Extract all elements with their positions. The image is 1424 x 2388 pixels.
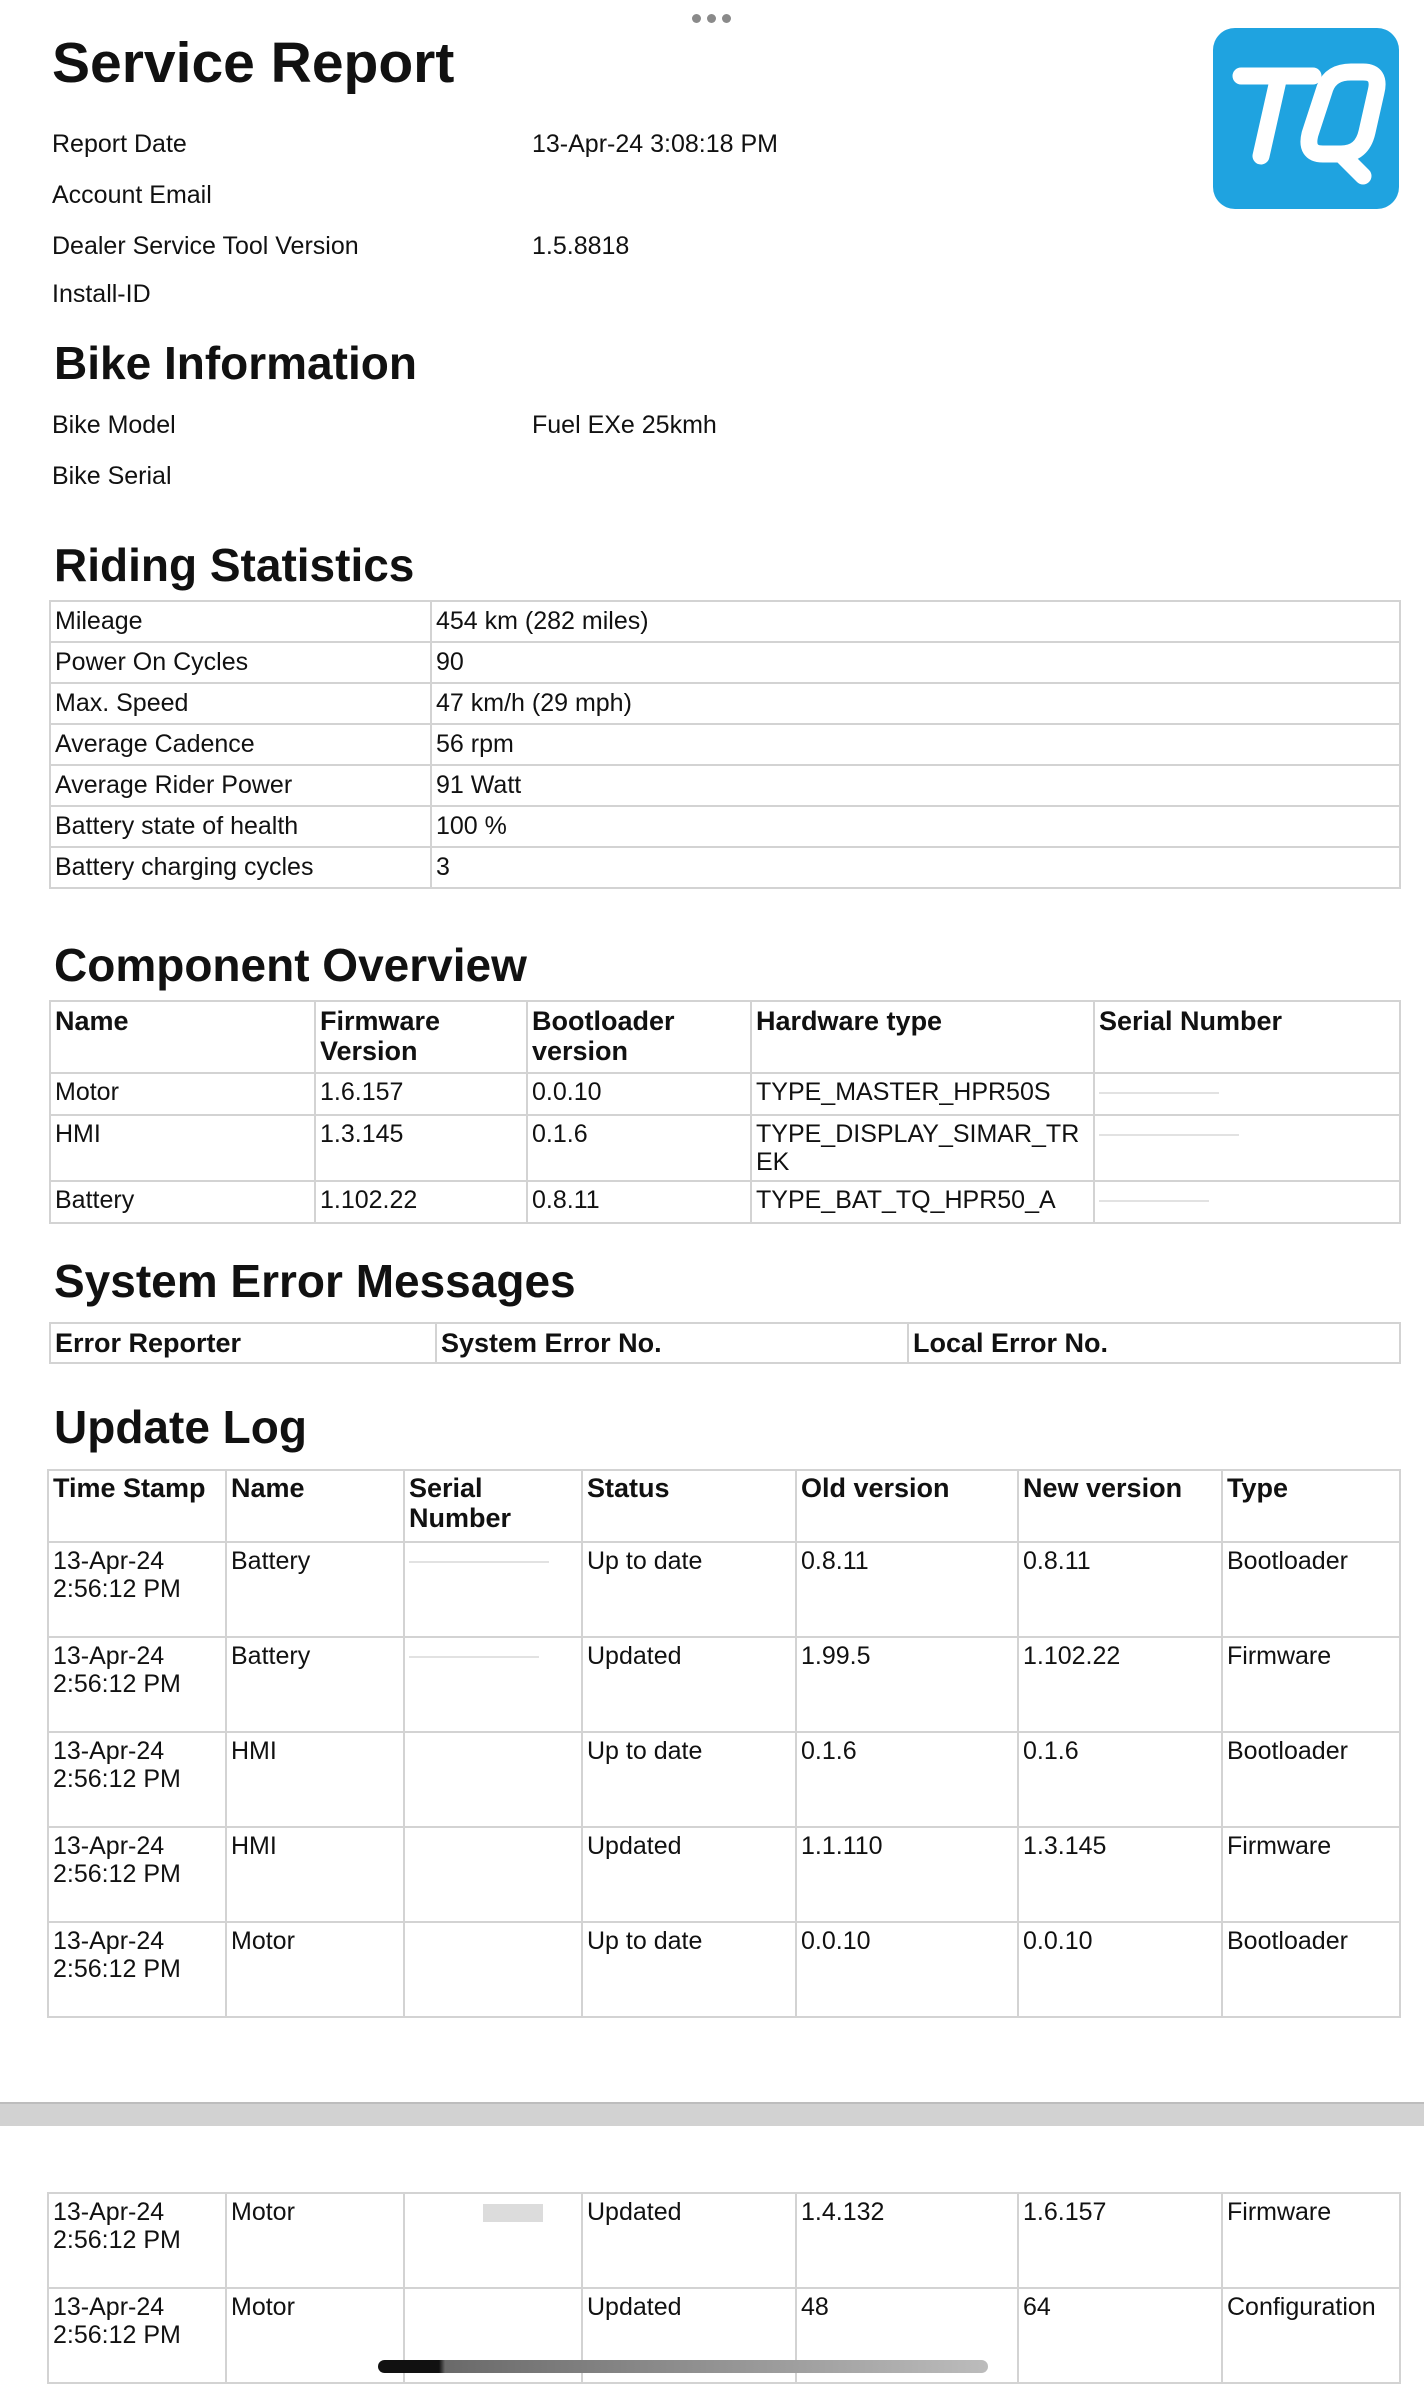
- scroll-indicator[interactable]: [378, 2360, 988, 2373]
- tool-version-value: 1.5.8818: [532, 232, 630, 260]
- serial-redacted: [1094, 1073, 1400, 1115]
- table-row: [50, 724, 1400, 765]
- table-row: [48, 1637, 1400, 1732]
- col-new-version: New version: [1018, 1470, 1222, 1542]
- log-name: Motor: [226, 2288, 404, 2383]
- col-serial: Serial Number: [1094, 1001, 1400, 1073]
- table-header-row: [50, 1323, 1400, 1363]
- log-name: Battery: [226, 1542, 404, 1637]
- log-type: Firmware: [1222, 1827, 1400, 1922]
- stat-value: 47 km/h (29 mph): [431, 683, 1400, 724]
- table-row: [50, 806, 1400, 847]
- col-serial: Serial Number: [404, 1470, 582, 1542]
- log-old-version: 1.4.132: [796, 2193, 1018, 2288]
- component-hardware: TYPE_MASTER_HPR50S: [751, 1073, 1094, 1115]
- log-time: 13-Apr-24 2:56:12 PM: [48, 1732, 226, 1827]
- table-row: [48, 2193, 1400, 2288]
- report-date-value: 13-Apr-24 3:08:18 PM: [532, 130, 778, 158]
- component-name: HMI: [50, 1115, 315, 1181]
- col-firmware: Firmware Version: [315, 1001, 527, 1073]
- log-time: 13-Apr-24 2:56:12 PM: [48, 1637, 226, 1732]
- component-hardware: TYPE_BAT_TQ_HPR50_A: [751, 1181, 1094, 1223]
- log-type: Bootloader: [1222, 1922, 1400, 2017]
- serial-redacted: [404, 1732, 582, 1827]
- log-status: Up to date: [582, 1922, 796, 2017]
- stat-label: Average Cadence: [50, 724, 431, 765]
- component-name: Battery: [50, 1181, 315, 1223]
- table-row: [48, 1922, 1400, 2017]
- table-row: [50, 765, 1400, 806]
- log-new-version: 64: [1018, 2288, 1222, 2383]
- bike-info-heading: Bike Information: [54, 337, 417, 389]
- log-status: Updated: [582, 1637, 796, 1732]
- col-name: Name: [226, 1470, 404, 1542]
- col-name: Name: [50, 1001, 315, 1073]
- table-row: [48, 1827, 1400, 1922]
- tq-logo: [1213, 28, 1399, 209]
- components-table: [49, 1000, 1401, 1224]
- table-row: [50, 847, 1400, 888]
- stat-value: 3: [431, 847, 1400, 888]
- log-old-version: 1.1.110: [796, 1827, 1018, 1922]
- col-error-reporter: Error Reporter: [50, 1323, 436, 1363]
- log-old-version: 48: [796, 2288, 1018, 2383]
- log-time: 13-Apr-24 2:56:12 PM: [48, 1922, 226, 2017]
- table-row: [50, 642, 1400, 683]
- col-system-error: System Error No.: [436, 1323, 908, 1363]
- component-firmware: 1.102.22: [315, 1181, 527, 1223]
- table-row: [50, 1181, 1400, 1223]
- stat-label: Max. Speed: [50, 683, 431, 724]
- log-old-version: 0.1.6: [796, 1732, 1018, 1827]
- more-options-icon[interactable]: [692, 14, 731, 23]
- table-row: [50, 1073, 1400, 1115]
- table-header-row: [48, 1470, 1400, 1542]
- stat-label: Battery charging cycles: [50, 847, 431, 888]
- component-firmware: 1.3.145: [315, 1115, 527, 1181]
- stat-value: 56 rpm: [431, 724, 1400, 765]
- col-type: Type: [1222, 1470, 1400, 1542]
- component-hardware: TYPE_DISPLAY_SIMAR_TREK: [751, 1115, 1094, 1181]
- log-name: Motor: [226, 2193, 404, 2288]
- install-id-label: Install-ID: [52, 280, 151, 308]
- serial-redacted: [1094, 1181, 1400, 1223]
- stat-value: 91 Watt: [431, 765, 1400, 806]
- account-email-label: Account Email: [52, 181, 212, 209]
- errors-heading: System Error Messages: [54, 1255, 576, 1307]
- errors-table: [49, 1322, 1401, 1364]
- table-row: [48, 1732, 1400, 1827]
- col-old-version: Old version: [796, 1470, 1018, 1542]
- bike-serial-label: Bike Serial: [52, 462, 172, 490]
- col-bootloader: Bootloader version: [527, 1001, 751, 1073]
- table-row: [48, 1542, 1400, 1637]
- bike-model-label: Bike Model: [52, 411, 176, 439]
- log-type: Firmware: [1222, 1637, 1400, 1732]
- stat-value: 100 %: [431, 806, 1400, 847]
- stat-value: 90: [431, 642, 1400, 683]
- col-hardware: Hardware type: [751, 1001, 1094, 1073]
- log-old-version: 0.8.11: [796, 1542, 1018, 1637]
- component-bootloader: 0.1.6: [527, 1115, 751, 1181]
- table-row: [50, 601, 1400, 642]
- component-firmware: 1.6.157: [315, 1073, 527, 1115]
- tool-version-label: Dealer Service Tool Version: [52, 232, 359, 260]
- serial-redacted: [404, 1542, 582, 1637]
- table-header-row: [50, 1001, 1400, 1073]
- report-date-label: Report Date: [52, 130, 187, 158]
- log-new-version: 0.8.11: [1018, 1542, 1222, 1637]
- log-status: Updated: [582, 2193, 796, 2288]
- component-bootloader: 0.0.10: [527, 1073, 751, 1115]
- col-status: Status: [582, 1470, 796, 1542]
- tq-logo-mark: [1213, 28, 1399, 209]
- update-log-heading: Update Log: [54, 1401, 307, 1453]
- log-old-version: 1.99.5: [796, 1637, 1018, 1732]
- serial-redacted: [404, 2193, 582, 2288]
- riding-stats-heading: Riding Statistics: [54, 539, 415, 591]
- stat-label: Power On Cycles: [50, 642, 431, 683]
- log-time: 13-Apr-24 2:56:12 PM: [48, 2288, 226, 2383]
- log-status: Updated: [582, 1827, 796, 1922]
- log-status: Updated: [582, 2288, 796, 2383]
- log-time: 13-Apr-24 2:56:12 PM: [48, 1542, 226, 1637]
- serial-redacted: [404, 1637, 582, 1732]
- log-type: Bootloader: [1222, 1542, 1400, 1637]
- component-bootloader: 0.8.11: [527, 1181, 751, 1223]
- log-name: Motor: [226, 1922, 404, 2017]
- page-break: [0, 2102, 1424, 2126]
- log-name: Battery: [226, 1637, 404, 1732]
- stat-label: Battery state of health: [50, 806, 431, 847]
- riding-stats-table: [49, 600, 1401, 889]
- table-row: [50, 683, 1400, 724]
- log-status: Up to date: [582, 1732, 796, 1827]
- update-log-table: [47, 1469, 1401, 2018]
- log-type: Configuration: [1222, 2288, 1400, 2383]
- log-type: Bootloader: [1222, 1732, 1400, 1827]
- stat-label: Average Rider Power: [50, 765, 431, 806]
- component-name: Motor: [50, 1073, 315, 1115]
- log-time: 13-Apr-24 2:56:12 PM: [48, 2193, 226, 2288]
- bike-model-value: Fuel EXe 25kmh: [532, 411, 717, 439]
- table-row: [50, 1115, 1400, 1181]
- stat-label: Mileage: [50, 601, 431, 642]
- stat-value: 454 km (282 miles): [431, 601, 1400, 642]
- col-local-error: Local Error No.: [908, 1323, 1400, 1363]
- components-heading: Component Overview: [54, 939, 527, 991]
- log-old-version: 0.0.10: [796, 1922, 1018, 2017]
- col-time: Time Stamp: [48, 1470, 226, 1542]
- log-new-version: 0.1.6: [1018, 1732, 1222, 1827]
- log-type: Firmware: [1222, 2193, 1400, 2288]
- log-new-version: 1.102.22: [1018, 1637, 1222, 1732]
- log-new-version: 0.0.10: [1018, 1922, 1222, 2017]
- log-status: Up to date: [582, 1542, 796, 1637]
- serial-redacted: [404, 1922, 582, 2017]
- report-title: Service Report: [52, 31, 455, 95]
- log-new-version: 1.6.157: [1018, 2193, 1222, 2288]
- log-name: HMI: [226, 1827, 404, 1922]
- update-log-table-continued: [47, 2192, 1401, 2384]
- log-name: HMI: [226, 1732, 404, 1827]
- log-new-version: 1.3.145: [1018, 1827, 1222, 1922]
- serial-redacted: [404, 1827, 582, 1922]
- serial-redacted: [1094, 1115, 1400, 1181]
- log-time: 13-Apr-24 2:56:12 PM: [48, 1827, 226, 1922]
